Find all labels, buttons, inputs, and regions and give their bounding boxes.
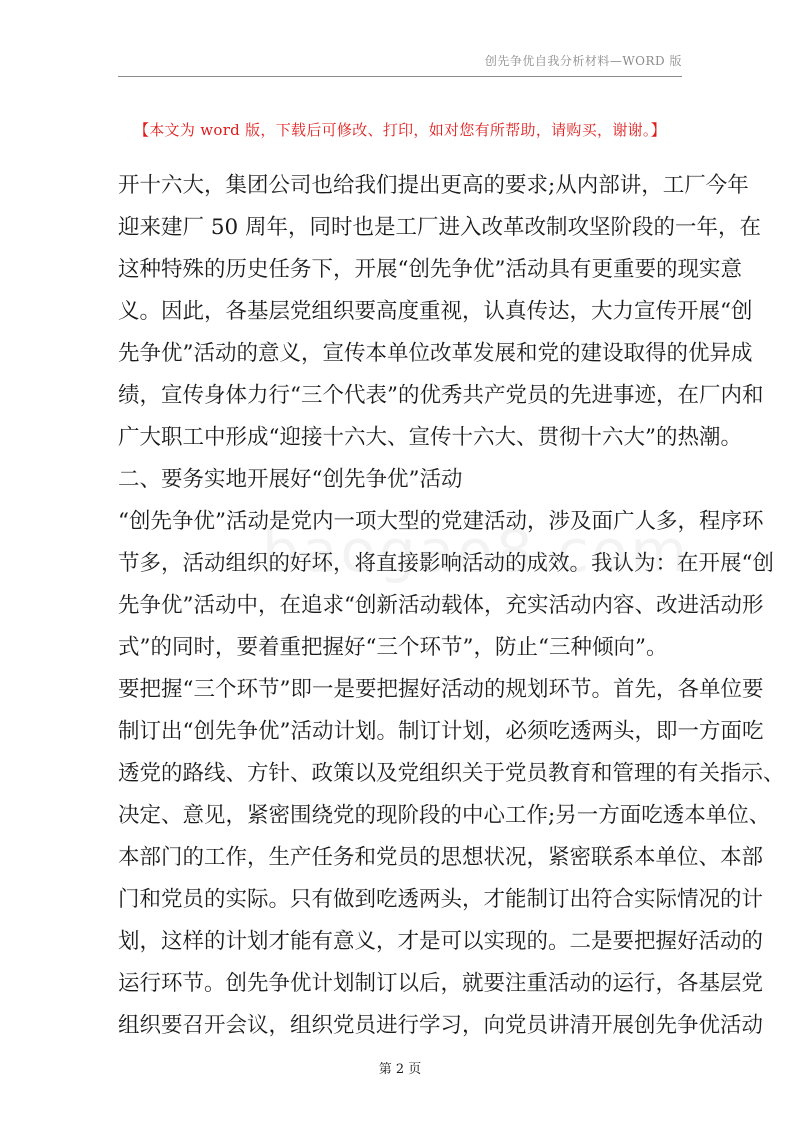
body-text-line: “创先争优”活动是党内一项大型的党建活动，涉及面广人多，程序环 xyxy=(118,509,764,534)
body-text-line: 绩，宣传身体力行“三个代表”的优秀共产党员的先进事迹，在厂内和 xyxy=(118,383,764,408)
page-number: 第 2 页 xyxy=(378,1062,422,1077)
page-header xyxy=(118,52,682,77)
body-text-line: 广大职工中形成“迎接十六大、宣传十六大、贯彻十六大”的热潮。 xyxy=(118,425,742,450)
body-text-line: 要把握“三个环节”即一是要把握好活动的规划环节。首先，各单位要 xyxy=(118,677,764,702)
body-text-line: 开十六大，集团公司也给我们提出更高的要求;从内部讲，工厂今年 xyxy=(118,173,749,198)
body-text-line: 划，这样的计划才能有意义，才是可以实现的。二是要把握好活动的 xyxy=(118,929,764,954)
body-text-line: 先争优”活动中，在追求“创新活动载体，充实活动内容、改进活动形 xyxy=(118,593,764,618)
body-text-line: 式”的同时，要着重把握好“三个环节”，防止“三种倾向”。 xyxy=(118,635,668,660)
header-title: 创先争优自我分析材料—WORD 版 xyxy=(484,54,682,68)
body-text-line: 运行环节。创先争优计划制订以后，就要注重活动的运行，各基层党 xyxy=(118,971,764,996)
body-text-line: 透党的路线、方针、政策以及党组织关于党员教育和管理的有关指示、 xyxy=(118,761,785,786)
body-text-line: 义。因此，各基层党组织要高度重视，认真传达，大力宣传开展“创 xyxy=(118,299,753,324)
document-body xyxy=(118,165,785,1047)
body-text-line: 节多，活动组织的好坏，将直接影响活动的成效。我认为：在开展“创 xyxy=(118,551,774,576)
section-heading: 二、要务实地开展好“创先争优”活动 xyxy=(118,467,463,492)
body-text-line: 迎来建厂 50 周年，同时也是工厂进入改革改制攻坚阶段的一年，在 xyxy=(118,215,762,240)
body-text-line: 本部门的工作，生产任务和党员的思想状况，紧密联系本单位、本部 xyxy=(118,845,764,870)
body-text-line: 制订出“创先争优”活动计划。制订计划，必须吃透两头，即一方面吃 xyxy=(118,719,764,744)
download-notice: 【本文为 word 版，下载后可修改、打印，如对您有所帮助，请购买，谢谢。】 xyxy=(133,121,667,139)
body-text-line: 这种特殊的历史任务下，开展“创先争优”活动具有更重要的现实意 xyxy=(118,257,742,282)
body-text-line: 先争优”活动的意义，宣传本单位改革发展和党的建设取得的优异成 xyxy=(118,341,753,366)
body-text-line: 组织要召开会议，组织党员进行学习，向党员讲清开展创先争优活动 xyxy=(118,1013,764,1038)
body-text-line: 门和党员的实际。只有做到吃透两头，才能制订出符合实际情况的计 xyxy=(118,887,764,912)
body-text-line: 决定、意见，紧密围绕党的现阶段的中心工作;另一方面吃透本单位、 xyxy=(118,803,771,828)
